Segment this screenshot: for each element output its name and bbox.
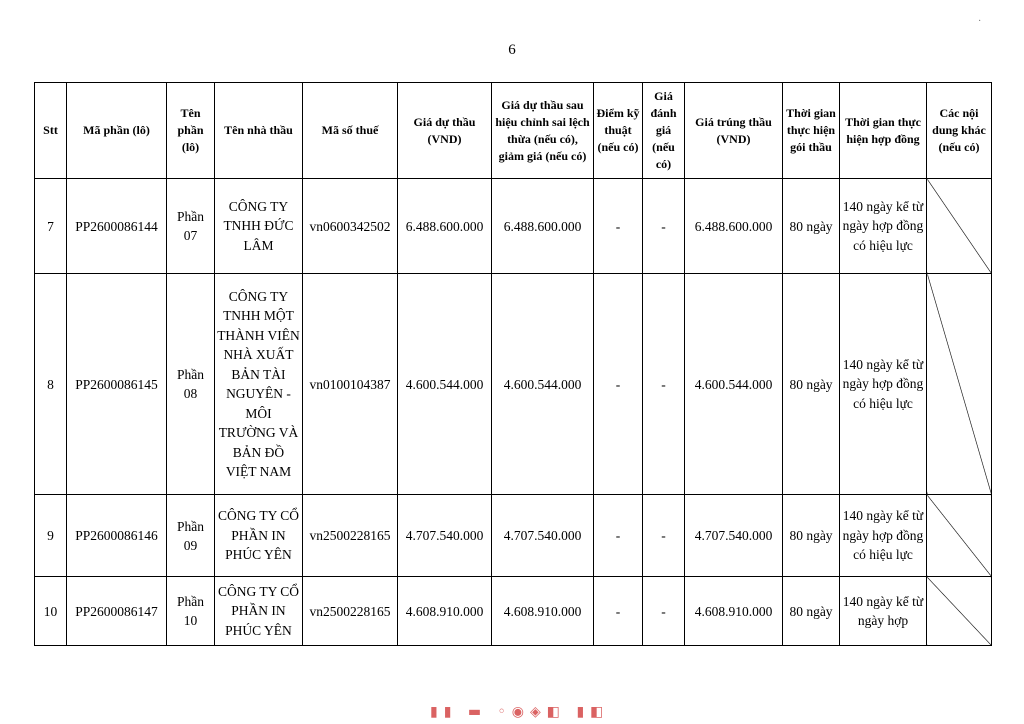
partial-red-stamp-mark: ▮▮ ▬ ◦◉◈◧ ▮◧ [430, 704, 610, 720]
cell-ten-nha-thau: CÔNG TY CỔ PHẦN IN PHÚC YÊN [215, 495, 303, 577]
cell-ma-phan: PP2600086145 [67, 274, 167, 495]
cell-diem-ky-thuat: - [594, 274, 643, 495]
cell-ten-nha-thau: CÔNG TY CỔ PHẦN IN PHÚC YÊN [215, 577, 303, 646]
cell-stt: 10 [35, 577, 67, 646]
header-ma-phan: Mã phần (lô) [67, 83, 167, 179]
cell-ma-so-thue: vn0100104387 [303, 274, 398, 495]
header-gia-danh-gia: Giá đánh giá (nếu có) [643, 83, 685, 179]
cell-thoi-gian-goi-thau: 80 ngày [783, 179, 840, 274]
cell-thoi-gian-goi-thau: 80 ngày [783, 274, 840, 495]
cell-ten-phan: Phần 08 [167, 274, 215, 495]
cell-ma-so-thue: vn0600342502 [303, 179, 398, 274]
cell-gia-danh-gia: - [643, 274, 685, 495]
cell-gia-sau-hieu-chinh: 4.600.544.000 [492, 274, 594, 495]
header-thoi-gian-hop-dong: Thời gian thực hiện hợp đồng [840, 83, 927, 179]
header-thoi-gian-goi-thau: Thời gian thực hiện gói thầu [783, 83, 840, 179]
cell-gia-trung-thau: 6.488.600.000 [685, 179, 783, 274]
cell-thoi-gian-hop-dong: 140 ngày kể từ ngày hợp đồng có hiệu lực [840, 274, 927, 495]
header-row [35, 83, 992, 179]
cell-thoi-gian-hop-dong: 140 ngày kể từ ngày hợp đồng có hiệu lực [840, 495, 927, 577]
header-gia-sau-hieu-chinh: Giá dự thầu sau hiệu chỉnh sai lệch thừa (nếu có), giảm giá (nếu có) [492, 83, 594, 179]
cell-gia-trung-thau: 4.600.544.000 [685, 274, 783, 495]
cell-diem-ky-thuat: - [594, 577, 643, 646]
cell-ten-phan: Phần 10 [167, 577, 215, 646]
cell-gia-danh-gia: - [643, 577, 685, 646]
cell-ma-phan: PP2600086144 [67, 179, 167, 274]
cell-ma-phan: PP2600086147 [67, 577, 167, 646]
cell-thoi-gian-goi-thau: 80 ngày [783, 495, 840, 577]
cell-gia-danh-gia: - [643, 495, 685, 577]
cell-ten-phan: Phần 09 [167, 495, 215, 577]
cell-noi-dung-khac-empty [927, 495, 992, 577]
cell-ma-phan: PP2600086146 [67, 495, 167, 577]
header-gia-du-thau: Giá dự thầu (VND) [398, 83, 492, 179]
cell-gia-du-thau: 6.488.600.000 [398, 179, 492, 274]
table-row [35, 274, 992, 495]
cell-diem-ky-thuat: - [594, 179, 643, 274]
cell-gia-du-thau: 4.600.544.000 [398, 274, 492, 495]
cell-stt: 7 [35, 179, 67, 274]
header-gia-trung-thau: Giá trúng thầu (VND) [685, 83, 783, 179]
cell-gia-sau-hieu-chinh: 4.707.540.000 [492, 495, 594, 577]
page-number: 6 [508, 42, 516, 58]
header-stt: Stt [35, 83, 67, 179]
cell-gia-sau-hieu-chinh: 4.608.910.000 [492, 577, 594, 646]
header-ten-nha-thau: Tên nhà thầu [215, 83, 303, 179]
header-ma-so-thue: Mã số thuế [303, 83, 398, 179]
header-noi-dung-khac: Các nội dung khác (nếu có) [927, 83, 992, 179]
cell-ma-so-thue: vn2500228165 [303, 495, 398, 577]
cell-gia-du-thau: 4.608.910.000 [398, 577, 492, 646]
cell-thoi-gian-hop-dong: 140 ngày kể từ ngày hợp đồng có hiệu lực [840, 179, 927, 274]
cell-ten-nha-thau: CÔNG TY TNHH ĐỨC LÂM [215, 179, 303, 274]
cell-gia-trung-thau: 4.707.540.000 [685, 495, 783, 577]
bid-results-table [34, 82, 992, 646]
cell-noi-dung-khac-empty [927, 577, 992, 646]
table-row [35, 179, 992, 274]
cell-stt: 9 [35, 495, 67, 577]
cell-noi-dung-khac-empty [927, 179, 992, 274]
table-row [35, 495, 992, 577]
cell-gia-danh-gia: - [643, 179, 685, 274]
header-ten-phan: Tên phần (lô) [167, 83, 215, 179]
scan-dot-mark: · [978, 16, 982, 27]
cell-ma-so-thue: vn2500228165 [303, 577, 398, 646]
cell-gia-du-thau: 4.707.540.000 [398, 495, 492, 577]
cell-ten-phan: Phần 07 [167, 179, 215, 274]
cell-diem-ky-thuat: - [594, 495, 643, 577]
cell-thoi-gian-hop-dong: 140 ngày kể từ ngày hợp [840, 577, 927, 646]
cell-gia-trung-thau: 4.608.910.000 [685, 577, 783, 646]
cell-noi-dung-khac-empty [927, 274, 992, 495]
cell-ten-nha-thau: CÔNG TY TNHH MỘT THÀNH VIÊN NHÀ XUẤT BẢN TÀI NGUYÊN - MÔI TRƯỜNG VÀ BẢN ĐỒ VIỆT NAM [215, 274, 303, 495]
header-diem-ky-thuat: Điểm kỹ thuật (nếu có) [594, 83, 643, 179]
cell-stt: 8 [35, 274, 67, 495]
table-row [35, 577, 992, 646]
cell-gia-sau-hieu-chinh: 6.488.600.000 [492, 179, 594, 274]
cell-thoi-gian-goi-thau: 80 ngày [783, 577, 840, 646]
